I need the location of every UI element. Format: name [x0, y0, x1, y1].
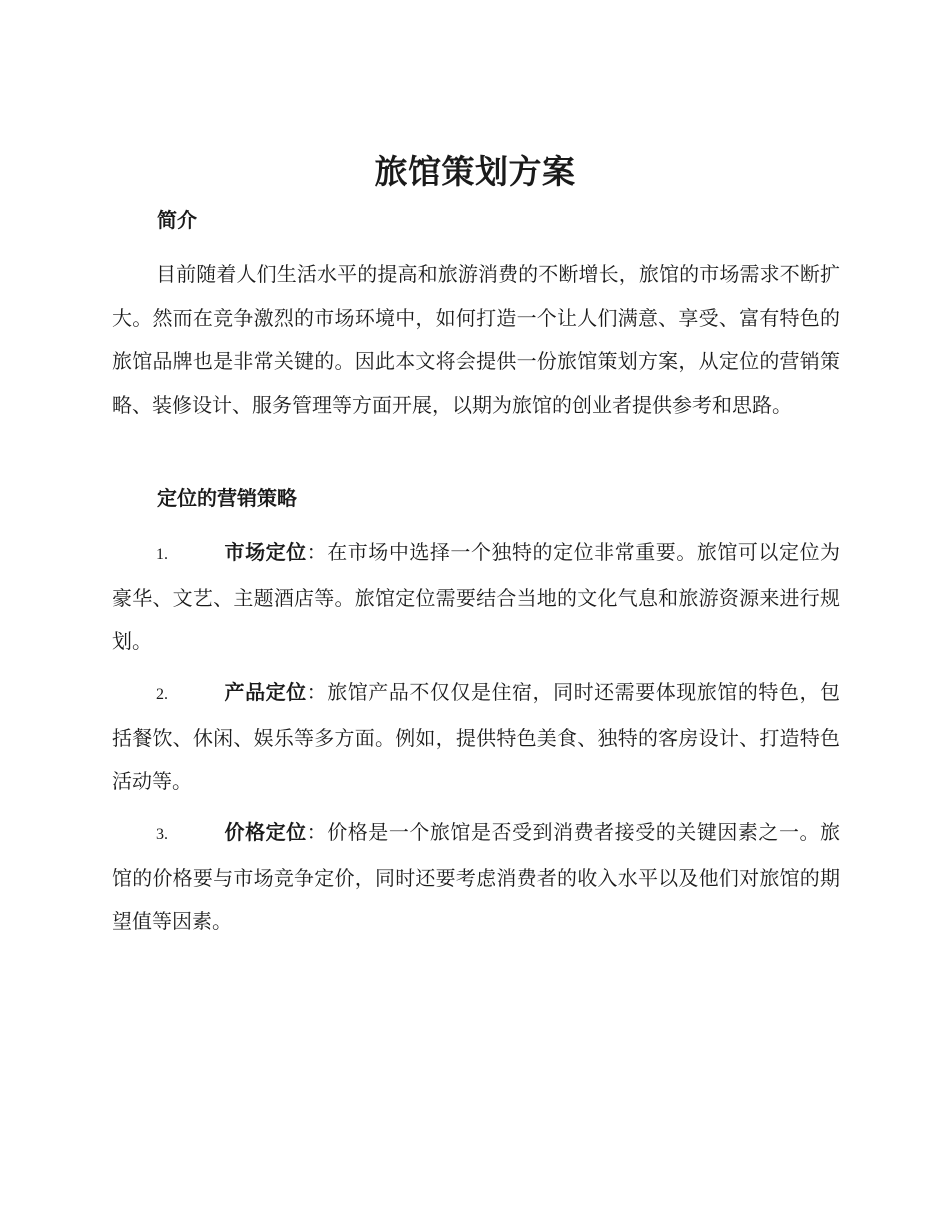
- document-title: 旅馆策划方案: [374, 152, 576, 191]
- list-term: 产品定位: [224, 680, 307, 704]
- intro-paragraph: 目前随着人们生活水平的提高和旅游消费的不断增长，旅馆的市场需求不断扩大。然而在竞争激烈的市场环境中，如何打造一个让人们满意、享受、富有特色的旅馆品牌也是非常关键的。因此本文将会提供一份旅馆策划方案，从定位的营销策略、装修设计、服务管理等方面开展，以期为旅馆的创业者提供参考和思路。: [112, 262, 840, 417]
- list-text: 旅馆产品不仅仅是住宿，同时还需要体现旅馆的特色，包括餐饮、休闲、娱乐等多方面。例如，提供特色美食、独特的客房设计、打造特色活动等。: [112, 680, 841, 793]
- section-heading-intro: 简介: [157, 208, 197, 232]
- list-text: 价格是一个旅馆是否受到消费者接受的关键因素之一。旅馆的价格要与市场竞争定价，同时还要考虑消费者的收入水平以及他们对旅馆的期望值等因素。: [112, 820, 841, 933]
- list-term: 价格定位: [224, 820, 307, 844]
- section-heading-positioning: 定位的营销策略: [157, 486, 297, 510]
- list-separator: ：: [306, 680, 328, 704]
- list-number: 2.: [156, 686, 168, 703]
- list-separator: ：: [306, 820, 328, 844]
- list-number: 1.: [156, 546, 168, 563]
- list-number: 3.: [156, 826, 168, 843]
- list-text: 在市场中选择一个独特的定位非常重要。旅馆可以定位为豪华、文艺、主题酒店等。旅馆定位需要结合当地的文化气息和旅游资源来进行规划。: [112, 540, 841, 653]
- list-item: [112, 531, 840, 664]
- list-separator: ：: [306, 540, 328, 564]
- list-term: 市场定位: [224, 540, 307, 564]
- list-item: [112, 811, 840, 944]
- list-item: [112, 671, 840, 804]
